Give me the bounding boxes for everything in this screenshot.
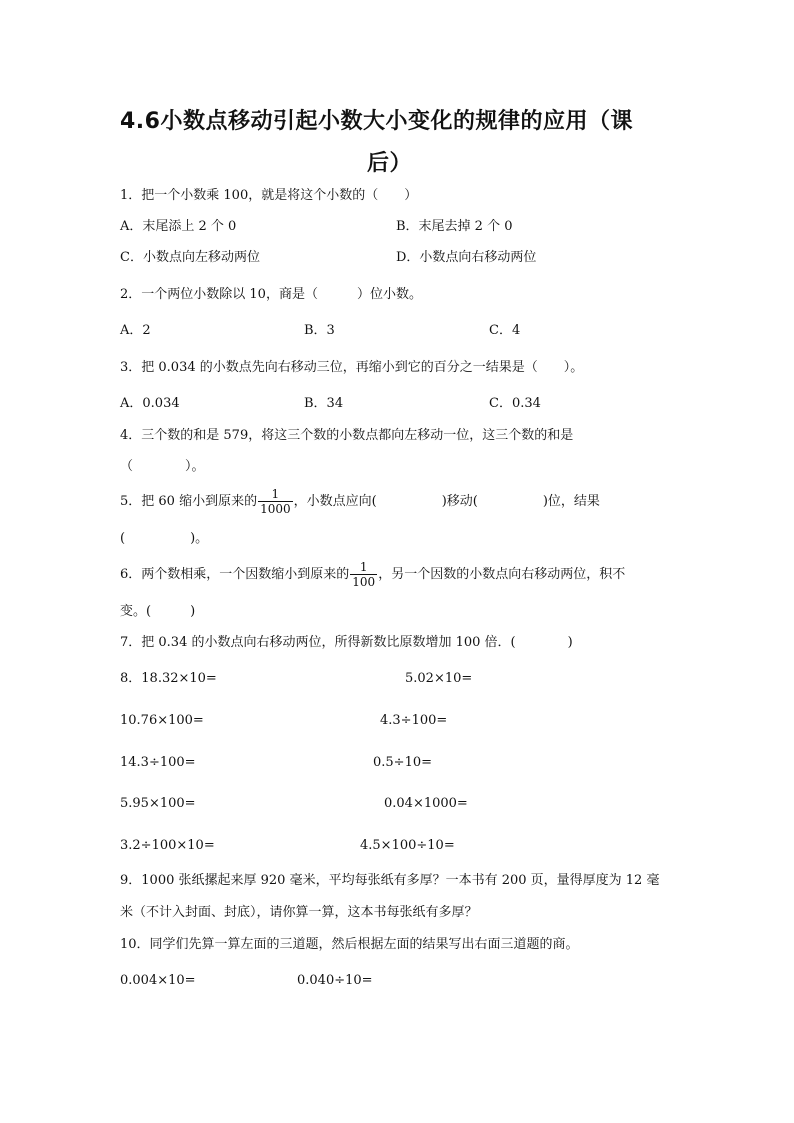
question-5-line-1 — [120, 485, 600, 519]
question-2-option-b: B．3 — [304, 323, 335, 338]
question-1-option-a: A．末尾添上 2 个 0 — [120, 219, 237, 234]
question-4-line-2: （ ）。 — [120, 459, 205, 474]
question-2-stem: 2．一个两位小数除以 10，商是（ ）位小数。 — [120, 287, 422, 302]
question-5-fraction-numerator: 1 — [271, 486, 280, 501]
question-8-row-5-right: 4.5×100÷10= — [360, 838, 455, 853]
question-6-line-2: 变。( ) — [120, 604, 196, 619]
question-1-stem: 1．把一个小数乘 100，就是将这个小数的（ ） — [120, 188, 418, 203]
question-8-row-5-left: 3.2÷100×10= — [120, 838, 215, 853]
question-6-line-1 — [120, 558, 625, 592]
question-5-text-before: 5．把 60 缩小到原来的 — [120, 494, 258, 509]
question-3-option-b: B．34 — [304, 396, 344, 411]
page-title-line-2: 后） — [367, 151, 413, 176]
question-5-line-2: ( )。 — [120, 531, 209, 546]
question-10-right-expression: 0.040÷10= — [297, 973, 373, 988]
question-1-option-c: C．小数点向左移动两位 — [120, 250, 260, 265]
question-8-row-4-left: 5.95×100= — [120, 796, 196, 811]
question-6-text-before: 6．两个数相乘，一个因数缩小到原来的 — [120, 567, 350, 582]
question-8-row-3-right: 0.5÷10= — [373, 755, 433, 770]
question-3-option-c: C．0.34 — [489, 396, 541, 411]
question-8-row-2-left: 10.76×100= — [120, 713, 204, 728]
question-6-fraction — [350, 561, 377, 589]
question-2-option-c: C．4 — [489, 323, 521, 338]
question-5-text-after: ，小数点应向( )移动( )位，结果 — [293, 494, 600, 509]
question-10-stem: 10．同学们先算一算左面的三道题，然后根据左面的结果写出右面三道题的商。 — [120, 937, 579, 952]
question-9-line-1: 9．1000 张纸摞起来厚 920 毫米，平均每张纸有多厚？一本书有 200 页，量得厚度为 12 毫 — [120, 873, 660, 888]
question-8-row-1-right: 5.02×10= — [405, 671, 473, 686]
question-8-row-1-left: 8．18.32×10= — [120, 671, 217, 686]
page-title-line-1: 4.6小数点移动引起小数大小变化的规律的应用（课 — [120, 109, 633, 134]
question-1-option-d: D．小数点向右移动两位 — [396, 250, 537, 265]
question-8-row-4-right: 0.04×1000= — [384, 796, 468, 811]
question-6-fraction-numerator: 1 — [359, 559, 368, 574]
question-10-left-expression: 0.004×10= — [120, 973, 196, 988]
question-8-row-3-left: 14.3÷100= — [120, 755, 196, 770]
question-8-row-2-right: 4.3÷100= — [380, 713, 448, 728]
question-5-fraction-denominator: 1000 — [260, 501, 291, 516]
question-6-text-after: ，另一个因数的小数点向右移动两位，积不 — [378, 567, 626, 582]
question-7-stem: 7．把 0.34 的小数点向右移动两位，所得新数比原数增加 100 倍．( ) — [120, 635, 573, 650]
question-6-fraction-denominator: 100 — [352, 574, 376, 589]
question-2-option-a: A．2 — [120, 323, 151, 338]
question-3-option-a: A．0.034 — [120, 396, 180, 411]
question-5-fraction — [258, 488, 293, 516]
question-1-option-b: B．末尾去掉 2 个 0 — [396, 219, 513, 234]
question-4-line-1: 4．三个数的和是 579，将这三个数的小数点都向左移动一位，这三个数的和是 — [120, 428, 574, 443]
question-3-stem: 3．把 0.034 的小数点先向右移动三位，再缩小到它的百分之一结果是（ ）。 — [120, 360, 584, 375]
question-9-line-2: 米（不计入封面、封底），请你算一算，这本书每张纸有多厚？ — [120, 905, 478, 920]
